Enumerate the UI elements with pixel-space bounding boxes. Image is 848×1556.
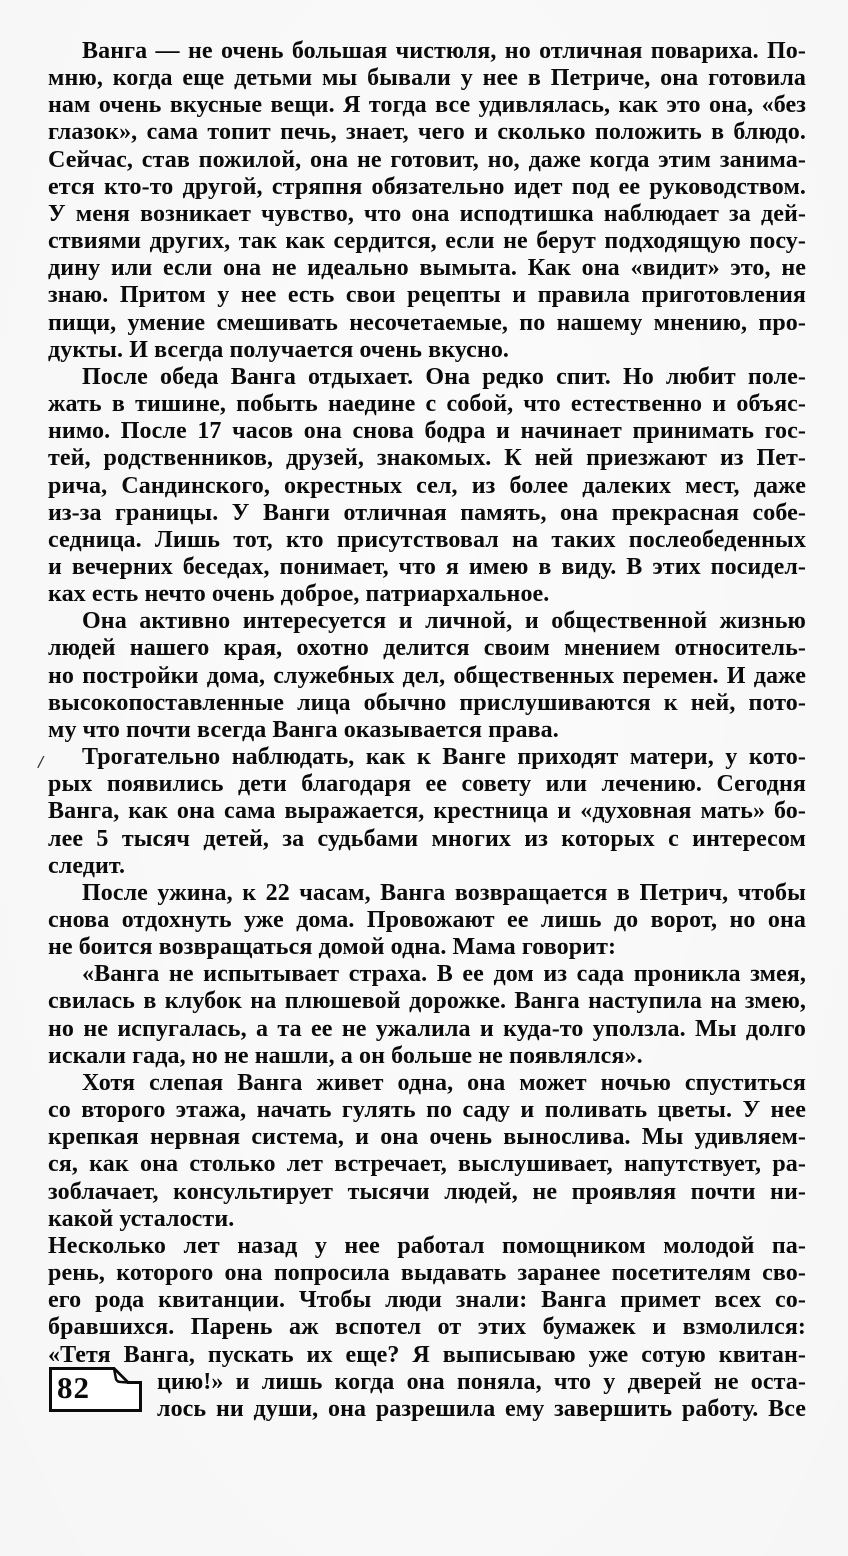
text-line: У меня возникает чувство, что она исподтишка наблюдает за дей- <box>48 200 806 227</box>
text-line: какой усталости. <box>48 1205 235 1232</box>
text-line: но постройки дома, служебных дел, общественных перемен. И даже <box>48 662 806 689</box>
page-number: 82 <box>57 1370 90 1405</box>
text-line: его рода квитанции. Чтобы люди знали: Ванга примет всех со- <box>48 1287 806 1314</box>
paragraph <box>48 744 806 880</box>
paragraph <box>48 880 806 961</box>
text-line: жать в тишине, побыть наедине с собой, что естественно и объяс- <box>48 391 806 418</box>
text-line: му что почти всегда Ванга оказывается права. <box>48 716 559 743</box>
text-line: зоблачает, консультирует тысячи людей, не проявляя почти ни- <box>48 1178 806 1205</box>
text-line: Хотя слепая Ванга живет одна, она может ночью спуститься <box>82 1069 806 1096</box>
text-line: снова отдохнуть уже дома. Провожают ее лишь до ворот, но она <box>48 907 806 933</box>
paragraph <box>48 608 806 744</box>
text-line: следит. <box>48 852 126 879</box>
text-line: ках есть нечто очень доброе, патриархальное. <box>48 581 550 608</box>
paragraph <box>48 1070 806 1233</box>
text-line: со второго этажа, начать гулять по саду и поливать цветы. У нее <box>48 1097 806 1124</box>
text-line: рень, которого она попросила выдавать заранее посетителям сво- <box>48 1260 806 1287</box>
text-line: людей нашего края, охотно делится своим мнением относитель- <box>48 635 806 662</box>
text-line: нам очень вкусные вещи. Я тогда все удивлялась, как это она, «без <box>48 92 806 119</box>
text-line: «Ванга не испытывает страха. В ее дом из сада проникла змея, <box>82 961 806 988</box>
text-line: После ужина, к 22 часам, Ванга возвращается в Петрич, чтобы <box>82 879 806 906</box>
text-line: Сейчас, став пожилой, она не готовит, но, даже когда этим занима- <box>48 146 806 173</box>
text-line: лось ни души, она разрешила ему завершить работу. Все <box>157 1395 806 1422</box>
paragraph <box>48 1233 806 1423</box>
text-line: но не испугалась, а та ее не ужалила и куда-то уползла. Мы долго <box>48 1015 806 1042</box>
text-line: и вечерних беседах, понимает, что я имею в виду. В этих посидел- <box>48 553 806 580</box>
text-line: «Тетя Ванга, пускать их еще? Я выписываю уже сотую квитан- <box>48 1341 806 1368</box>
text-line: лее 5 тысяч детей, за судьбами многих из которых с интересом <box>48 825 806 852</box>
text-line: цию!» и лишь когда она поняла, что у дверей не оста- <box>157 1368 806 1395</box>
text-line: После обеда Ванга отдыхает. Она редко спит. Но любит поле- <box>82 363 806 390</box>
text-line: свилась в клубок на плюшевой дорожке. Ванга наступила на змею, <box>48 988 806 1015</box>
text-line: глазок», сама топит печь, знает, чего и сколько положить в блюдо. <box>48 119 806 146</box>
text-line: не боится возвращаться домой одна. Мама говорит: <box>48 934 617 961</box>
text-line: дукты. И всегда получается очень вкусно. <box>48 336 510 363</box>
text-line: Ванга — не очень большая чистюля, но отличная повариха. По- <box>82 38 806 64</box>
text-line: Несколько лет назад у нее работал помощником молодой па- <box>48 1232 806 1259</box>
text-line: рича, Сандинского, окрестных сел, из более далеких мест, даже <box>48 472 806 499</box>
paragraph <box>48 38 806 364</box>
pencil-margin-mark: / <box>36 751 45 774</box>
text-line: Ванга, как она сама выражается, крестница и «духовная мать» бо- <box>48 798 806 825</box>
text-line: дину или если она не идеально вымыта. Как она «видит» это, не <box>48 255 806 282</box>
text-line: нимо. После 17 часов она снова бодра и начинает принимать гос- <box>48 418 806 445</box>
text-line: седница. Лишь тот, кто присутствовал на таких послеобеденных <box>48 526 806 553</box>
text-line: крепкая нервная система, и она очень вынослива. Мы удивляем- <box>48 1124 806 1151</box>
text-line: бравшихся. Парень аж вспотел от этих бумажек и взмолился: <box>48 1314 806 1341</box>
text-line: ся, как она столько лет встречает, выслушивает, напутствует, ра- <box>48 1151 806 1178</box>
text-block <box>48 38 806 1423</box>
text-line: пищи, умение смешивать несочетаемые, по нашему мнению, про- <box>48 309 806 336</box>
page-number-badge <box>48 1366 143 1413</box>
text-line: Трогательно наблюдать, как к Ванге приходят матери, у кото- <box>82 744 806 771</box>
text-line: ствиями других, так как сердится, если не берут подходящую посу- <box>48 228 806 255</box>
text-line: мню, когда еще детьми мы бывали у нее в Петриче, она готовила <box>48 65 806 92</box>
text-line: искали гада, но не нашли, а он больше не появлялся». <box>48 1042 643 1069</box>
text-line: высокопоставленные лица обычно прислушиваются к ней, пото- <box>48 689 806 716</box>
text-line: тей, родственников, друзей, знакомых. К ней приезжают из Пет- <box>48 445 806 472</box>
text-line: Она активно интересуется и личной, и общественной жизнью <box>82 608 806 635</box>
text-line: из-за границы. У Ванги отличная память, она прекрасная собе- <box>48 499 806 526</box>
text-line: знаю. Притом у нее есть свои рецепты и правила приготовления <box>48 282 806 309</box>
paragraph <box>48 961 806 1070</box>
text-line: ется кто-то другой, стряпня обязательно идет под ее руководством. <box>48 173 806 200</box>
text-line: рых появились дети благодаря ее совету или лечению. Сегодня <box>48 771 806 798</box>
paragraph <box>48 364 806 608</box>
